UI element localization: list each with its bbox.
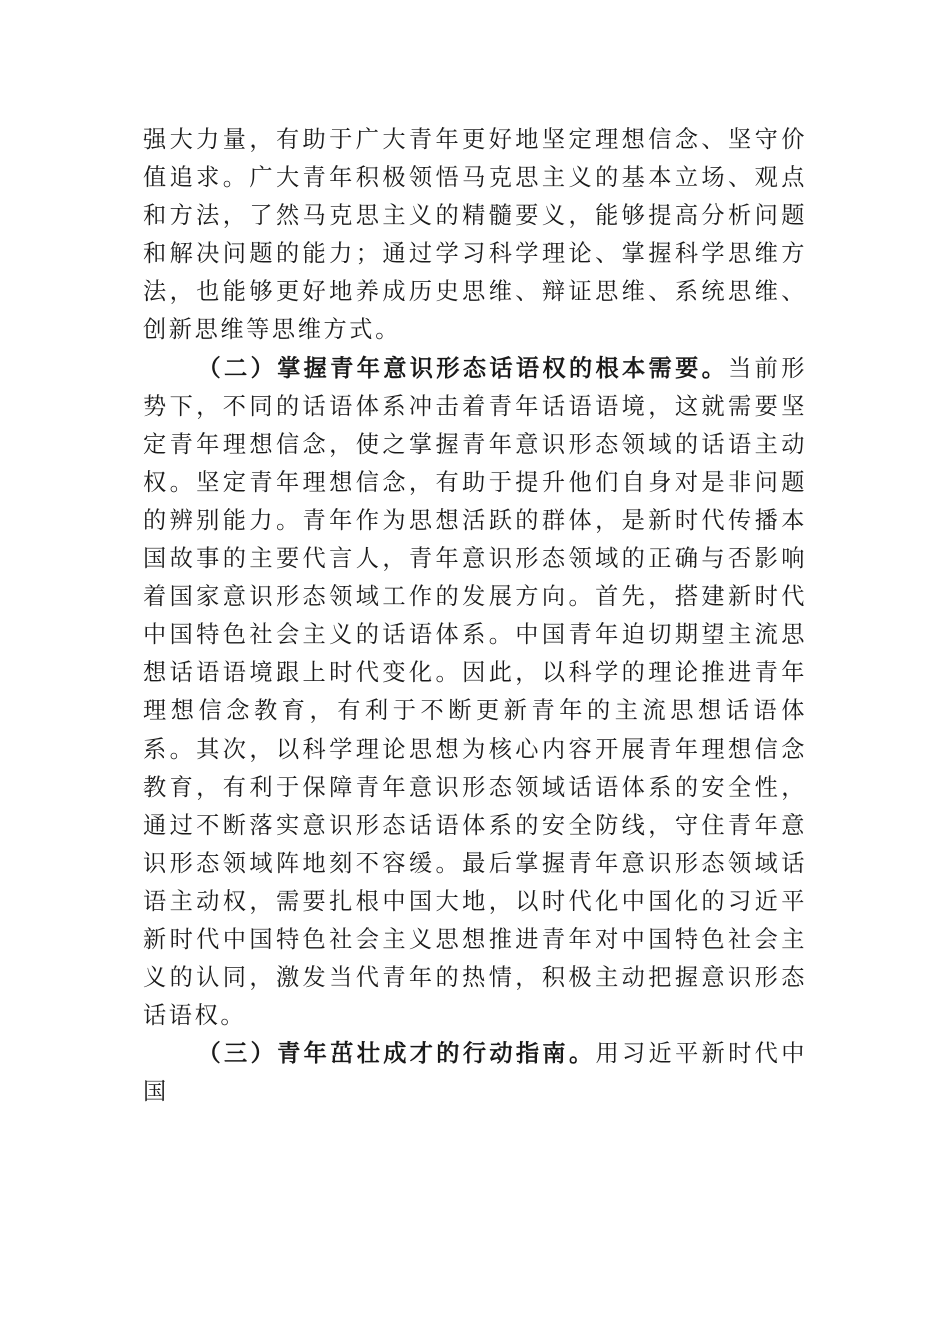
section-heading-2: （二）掌握青年意识形态话语权的根本需要。 — [197, 354, 729, 382]
paragraph-3-text: 用习近平新时代中国 — [143, 1040, 807, 1106]
paragraph-1 — [143, 121, 807, 350]
section-heading-3: （三）青年茁壮成才的行动指南。 — [197, 1040, 596, 1068]
document-body — [143, 121, 807, 1111]
paragraph-1-text: 强大力量，有助于广大青年更好地坚定理想信念、坚守价值追求。广大青年积极领悟马克思主义的基本立场、观点和方法，了然马克思主义的精髓要义，能够提高分析问题和解决问题的能力；通过学习科学理论、掌握科学思维方法，也能够更好地养成历史思维、辩证思维、系统思维、创新思维等思维方式。 — [143, 126, 807, 344]
paragraph-2-text: 当前形势下，不同的话语体系冲击着青年话语语境，这就需要坚定青年理想信念，使之掌握青年意识形态领域的话语主动权。坚定青年理想信念，有助于提升他们自身对是非问题的辨别能力。青年作为思想活跃的群体，是新时代传播本国故事的主要代言人，青年意识形态领域的正确与否影响着国家意识形态领域工作的发展方向。首先，搭建新时代中国特色社会主义的话语体系。中国青年迫切期望主流思想话语语境跟上时代变化。因此，以科学的理论推进青年理想信念教育，有利于不断更新青年的主流思想话语体系。其次，以科学理论思想为核心内容开展青年理想信念教育，有利于保障青年意识形态领域话语体系的安全性，通过不断落实意识形态话语体系的安全防线，守住青年意识形态领域阵地刻不容缓。最后掌握青年意识形态领域话语主动权，需要扎根中国大地，以时代化中国化的习近平新时代中国特色社会主义思想推进青年对中国特色社会主义的认同，激发当代青年的热情，积极主动把握意识形态话语权。 — [143, 354, 807, 1030]
paragraph-3 — [143, 1035, 807, 1111]
paragraph-2 — [143, 350, 807, 1036]
